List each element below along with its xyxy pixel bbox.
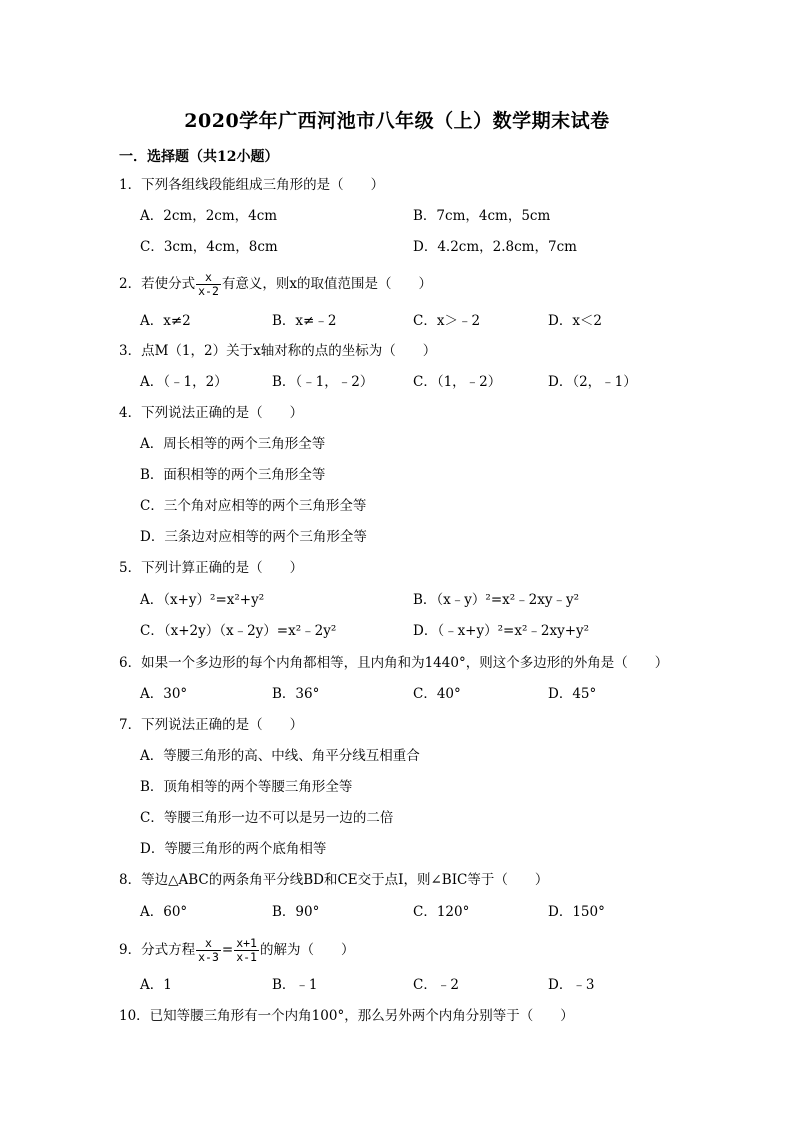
question-6-option-a: A．30°	[140, 686, 188, 702]
question-9-option-d: D．﹣3	[548, 977, 595, 993]
question-4-option-a: A．周长相等的两个三角形全等	[140, 436, 326, 452]
question-4-option-b: B．面积相等的两个三角形全等	[140, 467, 326, 483]
question-4-option-d: D．三条边对应相等的两个三角形全等	[140, 529, 367, 545]
question-2-stem-pre: 2．若使分式	[119, 276, 196, 292]
question-5-option-b: B．（x﹣y）²=x²﹣2xy﹣y²	[413, 592, 580, 608]
question-3-stem: 3．点M（1，2）关于x轴对称的点的坐标为（ ）	[119, 343, 437, 359]
question-9-option-a: A．1	[140, 977, 172, 993]
question-10-stem: 10．已知等腰三角形有一个内角100°，那么另外两个内角分别等于（ ）	[119, 1008, 574, 1024]
question-7-stem: 7．下列说法正确的是（ ）	[119, 717, 304, 733]
question-2-option-b: B．x≠﹣2	[272, 313, 337, 329]
question-2-option-d: D．x＜2	[548, 313, 603, 329]
section-heading: 一．选择题（共12小题）	[119, 149, 279, 165]
question-6-stem: 6．如果一个多边形的每个内角都相等，且内角和为1440°，则这个多边形的外角是（ ）	[119, 655, 669, 671]
question-3-option-d: D．（2，﹣1）	[548, 374, 637, 390]
question-4-stem: 4．下列说法正确的是（ ）	[119, 405, 304, 421]
question-1-option-d: D．4.2cm，2.8cm，7cm	[413, 239, 577, 255]
fraction-numerator: x	[205, 270, 212, 284]
question-9-fraction-right	[234, 937, 259, 964]
question-2-stem	[119, 271, 432, 298]
question-9-stem-post: 的解为（ ）	[259, 942, 355, 958]
question-8-option-c: C．120°	[413, 904, 470, 920]
question-4-option-c: C．三个角对应相等的两个三角形全等	[140, 498, 367, 514]
fraction-numerator: x	[205, 936, 212, 950]
question-5-option-c: C．（x+2y）（x﹣2y）=x²﹣2y²	[140, 623, 337, 639]
question-9-stem	[119, 937, 354, 964]
question-1-option-c: C．3cm，4cm，8cm	[140, 239, 278, 255]
question-6-option-b: B．36°	[272, 686, 320, 702]
question-5-stem: 5．下列计算正确的是（ ）	[119, 560, 304, 576]
question-2-option-a: A．x≠2	[140, 313, 191, 329]
question-7-option-b: B．顶角相等的两个等腰三角形全等	[140, 779, 353, 795]
fraction-denominator: x-1	[236, 950, 257, 964]
fraction-denominator: x-2	[198, 284, 219, 298]
fraction-numerator: x+1	[236, 936, 257, 950]
question-5-option-d: D．（﹣x+y）²=x²﹣2xy+y²	[413, 623, 590, 639]
question-1-option-b: B．7cm，4cm，5cm	[413, 208, 551, 224]
question-2-stem-post: 有意义，则x的取值范围是（ ）	[221, 276, 432, 292]
question-1-option-a: A．2cm，2cm，4cm	[140, 208, 278, 224]
question-2-option-c: C．x＞﹣2	[413, 313, 481, 329]
question-9-stem-pre: 9．分式方程	[119, 942, 196, 958]
fraction-denominator: x-3	[198, 950, 219, 964]
question-8-option-a: A．60°	[140, 904, 188, 920]
question-7-option-a: A．等腰三角形的高、中线、角平分线互相重合	[140, 748, 420, 764]
question-6-option-c: C．40°	[413, 686, 461, 702]
question-9-option-b: B．﹣1	[272, 977, 318, 993]
question-8-stem: 8．等边△ABC的两条角平分线BD和CE交于点I，则∠BIC等于（ ）	[119, 872, 549, 888]
question-9-fraction-left	[196, 937, 221, 964]
question-5-option-a: A．（x+y）²=x²+y²	[140, 592, 265, 608]
equals-sign: =	[221, 942, 234, 958]
question-3-option-b: B．（﹣1，﹣2）	[272, 374, 374, 390]
question-3-option-a: A．（﹣1，2）	[140, 374, 228, 390]
question-8-option-b: B．90°	[272, 904, 320, 920]
question-8-option-d: D．150°	[548, 904, 605, 920]
question-9-option-c: C．﹣2	[413, 977, 459, 993]
question-7-option-c: C．等腰三角形一边不可以是另一边的二倍	[140, 810, 394, 826]
question-7-option-d: D．等腰三角形的两个底角相等	[140, 841, 327, 857]
question-2-fraction	[196, 271, 221, 298]
page-title: 2020学年广西河池市八年级（上）数学期末试卷	[184, 110, 610, 132]
question-3-option-c: C．（1，﹣2）	[413, 374, 502, 390]
question-1-stem: 1．下列各组线段能组成三角形的是（ ）	[119, 177, 385, 193]
question-6-option-d: D．45°	[548, 686, 597, 702]
